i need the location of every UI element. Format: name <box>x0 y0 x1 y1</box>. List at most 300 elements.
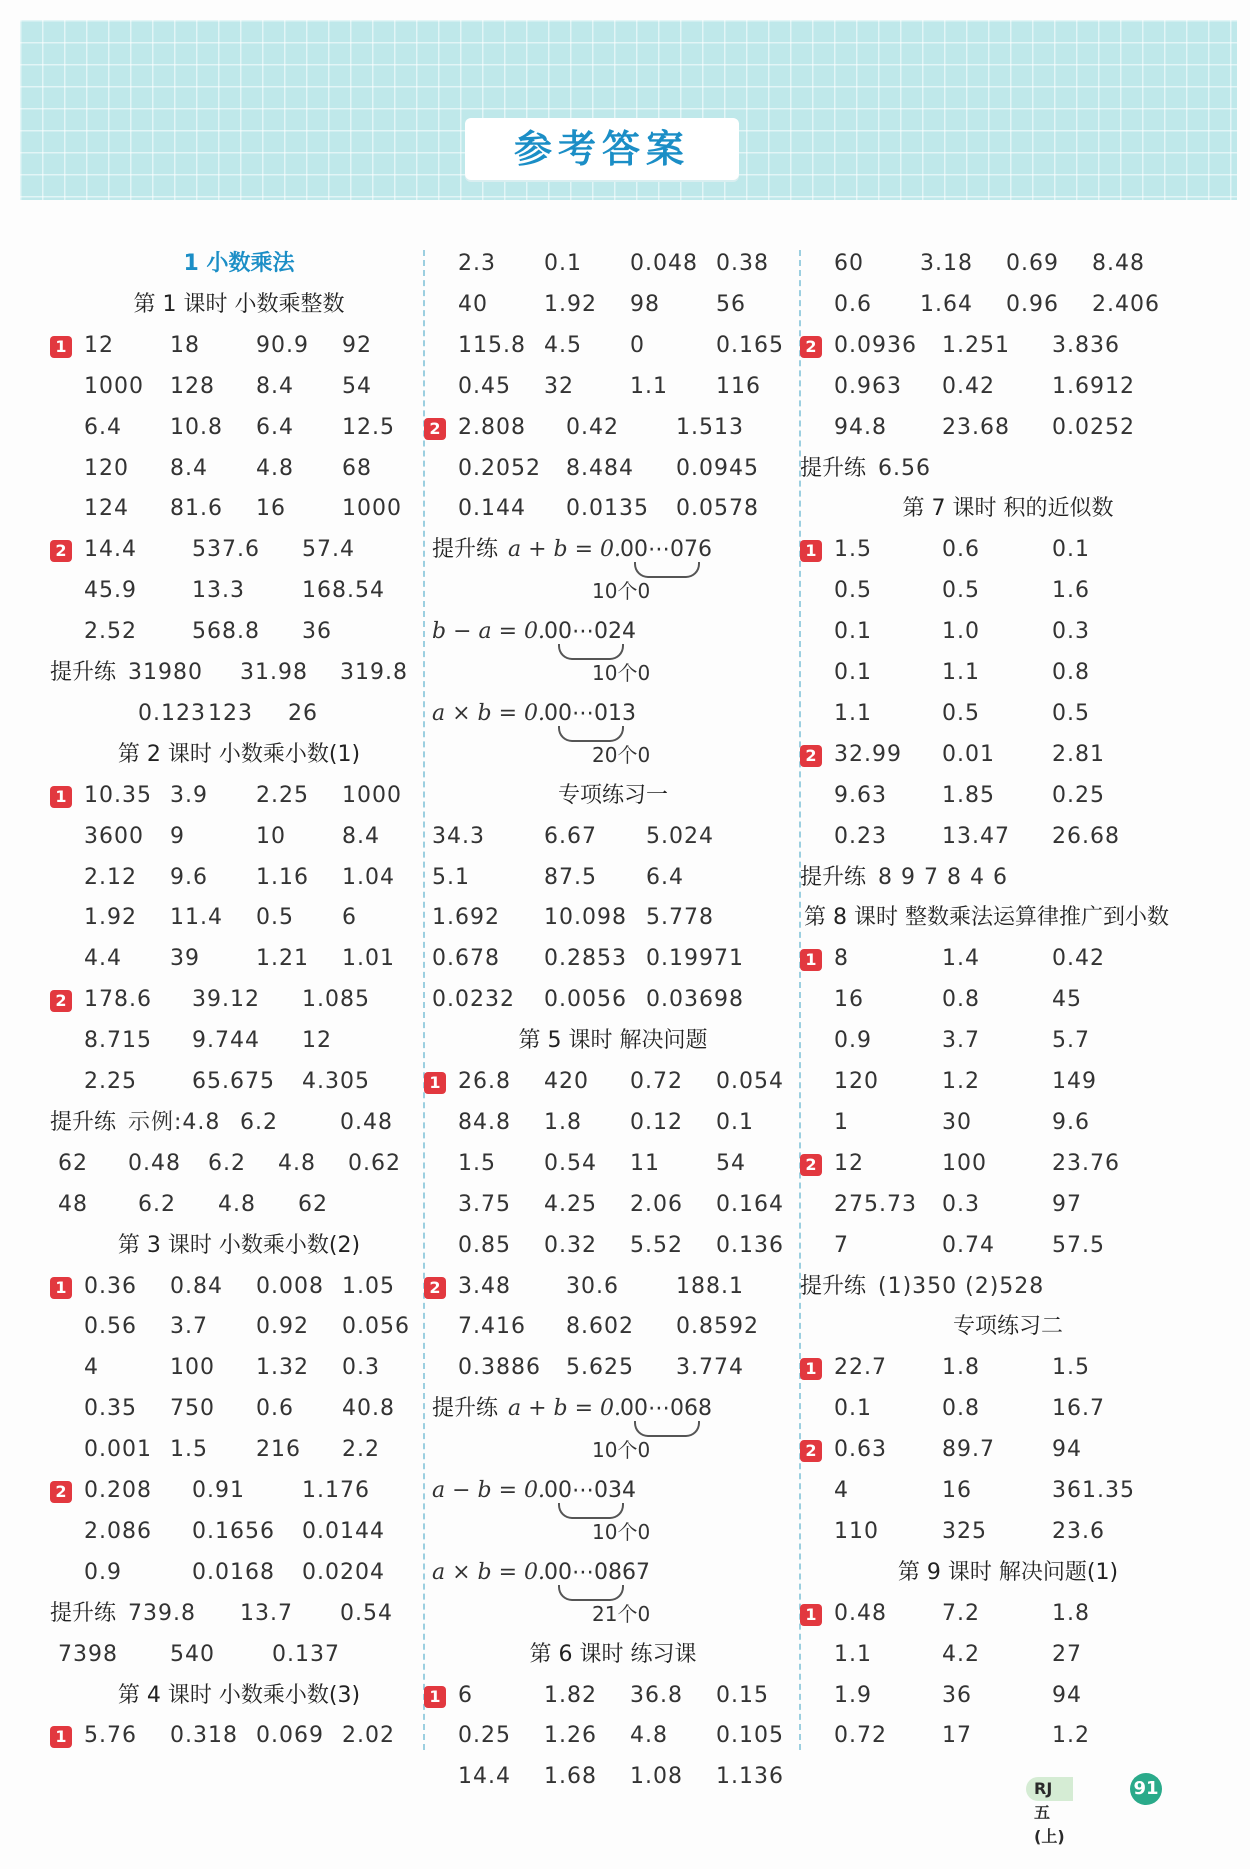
section-heading <box>432 1021 794 1061</box>
answer-value: 178.6 <box>84 987 152 1013</box>
answer-value: 8 <box>834 946 849 972</box>
answer-value: 1.513 <box>676 414 744 440</box>
answer-line <box>432 1389 794 1429</box>
answer-value: 275.73 <box>834 1191 917 1217</box>
section-heading <box>58 735 420 775</box>
answer-line <box>55 776 420 816</box>
answer-value: 62 <box>298 1191 328 1217</box>
answer-value: 0.0232 <box>432 987 515 1013</box>
answer-line <box>432 653 794 693</box>
answer-value: 0.19971 <box>646 946 744 972</box>
answer-value: 1.1 <box>834 700 872 726</box>
answer-line <box>808 653 1208 693</box>
answer-value: 1.1 <box>630 373 668 399</box>
answer-value: 23.76 <box>1052 1150 1120 1176</box>
answer-value: 0.001 <box>84 1437 152 1463</box>
answer-line <box>432 1716 794 1756</box>
answer-value: 0.5 <box>942 578 980 604</box>
answer-value: 1.85 <box>942 782 995 808</box>
answer-value: 8.48 <box>1092 251 1145 276</box>
practice-label: 提升练 <box>800 864 867 890</box>
expression-text: a + b = 0. <box>508 537 622 563</box>
answer-value: 361.35 <box>1052 1478 1135 1503</box>
answer-value: 0.5 <box>1052 700 1090 726</box>
answer-value: 319.8 <box>340 660 408 685</box>
answer-line <box>58 1021 420 1061</box>
answer-value: 0.6 <box>256 1396 294 1422</box>
answer-line <box>808 1512 1208 1552</box>
expression-digits: 00⋯0867 <box>544 1559 650 1585</box>
answer-line <box>800 1267 1208 1307</box>
answer-value: 1.692 <box>432 905 500 931</box>
answer-value: 0.45 <box>458 373 511 399</box>
answer-value: 1.176 <box>302 1478 370 1503</box>
practice-label: 提升练 <box>50 660 117 685</box>
answer-value: 12 <box>84 332 114 358</box>
answer-line <box>432 530 794 570</box>
answer-line <box>432 1226 794 1266</box>
answer-line <box>808 244 1208 284</box>
answer-line <box>808 980 1208 1020</box>
answer-line <box>432 449 794 489</box>
expression-text: a × b = 0. <box>432 1559 546 1585</box>
answer-line <box>58 1553 420 1593</box>
answer-line <box>432 1471 794 1511</box>
answer-value: 7398 <box>58 1641 118 1667</box>
answer-line <box>800 858 1208 898</box>
question-number-badge: 2 <box>800 336 822 358</box>
answer-value: 0.3 <box>342 1355 380 1381</box>
answer-line <box>432 1512 794 1552</box>
answer-line <box>432 980 794 1020</box>
lesson-title: 第 2 课时 小数乘小数(1) <box>117 741 361 767</box>
answer-line <box>432 244 794 284</box>
section-heading <box>58 1676 420 1716</box>
practice-label: 提升练 <box>50 1600 117 1626</box>
answer-value: 6.4 <box>646 864 684 890</box>
answer-value: 7 <box>834 1232 849 1258</box>
answer-value: 0.0144 <box>302 1518 385 1544</box>
answer-line <box>805 530 1208 570</box>
answer-value: 5.52 <box>630 1232 683 1258</box>
answer-value: 3.48 <box>458 1273 511 1299</box>
answer-line <box>58 1348 420 1388</box>
expression-digits: 00⋯076 <box>620 537 712 563</box>
answer-value: 537.6 <box>192 537 260 563</box>
answer-value: 216 <box>256 1437 301 1463</box>
answer-value: 94 <box>1052 1437 1082 1463</box>
answer-value: 2.25 <box>256 782 309 808</box>
answer-value: 8.4 <box>256 373 294 399</box>
answer-value: 1.4 <box>942 946 980 972</box>
answer-value: 420 <box>544 1069 589 1094</box>
answer-value: 36 <box>302 619 332 645</box>
column-divider-1 <box>423 250 425 1750</box>
answer-value: 4.5 <box>544 332 582 358</box>
answer-value: 84.8 <box>458 1109 511 1135</box>
answer-value: 2.3 <box>458 251 496 276</box>
answer-value: 149 <box>1052 1069 1097 1094</box>
answer-value: 0.42 <box>1052 946 1105 972</box>
answer-value: 568.8 <box>192 619 260 645</box>
answer-value: 1.8 <box>1052 1600 1090 1626</box>
answer-value: 2.06 <box>630 1191 683 1217</box>
answer-value: 0.72 <box>834 1723 887 1749</box>
expression-digits: 00⋯034 <box>544 1478 636 1503</box>
answer-value: 0.5 <box>942 700 980 726</box>
answer-value: 1.21 <box>256 946 309 972</box>
answer-line <box>805 735 1208 775</box>
answer-value: 57.5 <box>1052 1232 1105 1258</box>
answer-value: 0.3 <box>1052 619 1090 645</box>
answer-value: 45 <box>1052 987 1082 1013</box>
answer-value: 4.8 <box>278 1150 316 1176</box>
answer-value: 1.0 <box>942 619 980 645</box>
answer-value: 0.048 <box>630 251 698 276</box>
answer-value: 3.836 <box>1052 332 1120 358</box>
answer-value: 6 <box>342 905 357 931</box>
answer-value: 1.01 <box>342 946 395 972</box>
practice-label: 提升练 <box>50 1109 117 1135</box>
answer-value: 3.7 <box>942 1028 980 1054</box>
answer-value: 0.1 <box>834 1396 872 1422</box>
answer-line <box>429 1267 794 1307</box>
expression-digits: 00⋯013 <box>544 700 636 726</box>
answer-value: 39.12 <box>192 987 260 1013</box>
section-heading <box>804 898 1208 938</box>
answer-line <box>432 898 794 938</box>
answer-value: 11 <box>630 1150 660 1176</box>
answer-value: 1.085 <box>302 987 370 1013</box>
answer-value: 0.1 <box>834 619 872 645</box>
answer-value: 0.2052 <box>458 455 541 481</box>
answer-line <box>432 571 794 611</box>
answer-value: 1.5 <box>170 1437 208 1463</box>
answer-value: 26.68 <box>1052 823 1120 849</box>
answer-line <box>55 1267 420 1307</box>
answer-value: 36.8 <box>630 1682 683 1708</box>
answer-value: 0.96 <box>1006 291 1059 317</box>
answer-value: 94 <box>1052 1682 1082 1708</box>
answer-value: 0.32 <box>544 1232 597 1258</box>
answer-value: 36 <box>942 1682 972 1708</box>
answer-value: 27 <box>1052 1641 1082 1667</box>
answer-value: 7.2 <box>942 1600 980 1626</box>
answer-line <box>808 367 1208 407</box>
zero-count-note: 10个0 <box>592 1438 651 1463</box>
answer-value: 10 <box>256 823 286 849</box>
zero-count-note: 20个0 <box>592 742 651 767</box>
answer-value: 8.4 <box>342 823 380 849</box>
answer-value: 1.5 <box>834 537 872 563</box>
answer-line <box>805 1348 1208 1388</box>
answer-value: 0.48 <box>834 1600 887 1626</box>
answer-value: 0.105 <box>716 1723 784 1749</box>
answer-value: 0.84 <box>170 1273 223 1299</box>
answer-value: 120 <box>84 455 129 481</box>
answer-line <box>432 612 794 652</box>
answer-value: 1.04 <box>342 864 395 890</box>
answer-value: 57.4 <box>302 537 355 563</box>
answer-line <box>800 449 1208 489</box>
answer-value: 8.602 <box>566 1314 634 1340</box>
answer-value: 11.4 <box>170 905 223 931</box>
answer-line <box>805 939 1208 979</box>
answer-value: 3.774 <box>676 1355 744 1381</box>
answer-value: 9.63 <box>834 782 887 808</box>
answer-line <box>432 735 794 775</box>
answer-value: 87.5 <box>544 864 597 890</box>
answer-value: 1.64 <box>920 291 973 317</box>
section-heading <box>432 776 794 816</box>
answer-value: 0.25 <box>458 1723 511 1749</box>
question-number-badge: 1 <box>800 1358 822 1380</box>
answer-value: 16 <box>942 1478 972 1503</box>
answer-value: 0.54 <box>340 1600 393 1626</box>
answer-value: 1 <box>834 1109 849 1135</box>
answer-value: 0.136 <box>716 1232 784 1258</box>
answer-value: 1.2 <box>942 1069 980 1094</box>
answer-value: 0.1 <box>834 660 872 685</box>
answer-line <box>432 1348 794 1388</box>
question-number-badge: 1 <box>424 1686 446 1708</box>
answer-value: 3.9 <box>170 782 208 808</box>
answer-value: 12.5 <box>342 414 395 440</box>
answer-value: 0.318 <box>170 1723 238 1749</box>
answer-value: 1.16 <box>256 864 309 890</box>
answer-value: 45.9 <box>84 578 137 604</box>
answer-value: 23.6 <box>1052 1518 1105 1544</box>
lesson-title: 第 4 课时 小数乘小数(3) <box>117 1682 361 1708</box>
lesson-title: 专项练习二 <box>952 1314 1063 1340</box>
answer-line <box>432 285 794 325</box>
answer-value: 0.678 <box>432 946 500 972</box>
answer-value: 0.6 <box>834 291 872 317</box>
answer-value: 0.1 <box>1052 537 1090 563</box>
answer-line <box>808 1103 1208 1143</box>
answer-value: 0.48 <box>128 1150 181 1176</box>
lesson-title: 第 3 课时 小数乘小数(2) <box>117 1232 361 1258</box>
answer-value: 1.6912 <box>1052 373 1135 399</box>
answer-line <box>808 776 1208 816</box>
answer-value: 0.123 <box>138 700 206 726</box>
answer-value: 0.3 <box>942 1191 980 1217</box>
answer-value: 1000 <box>342 496 402 522</box>
answer-value: 1.68 <box>544 1764 597 1790</box>
answer-value: 1.05 <box>342 1273 395 1299</box>
answer-value: 0.056 <box>342 1314 410 1340</box>
question-number-badge: 2 <box>50 540 72 562</box>
answer-value: 31.98 <box>240 660 308 685</box>
answer-value: 0.23 <box>834 823 887 849</box>
answer-value: 2.406 <box>1092 291 1160 317</box>
answer-value: 9.6 <box>170 864 208 890</box>
answer-value: 1.8 <box>544 1109 582 1135</box>
grade-tag: RJ 五(上) <box>1026 1777 1073 1801</box>
answer-value: 12 <box>302 1028 332 1054</box>
answer-value: 0.9 <box>834 1028 872 1054</box>
page-number: 91 <box>1130 1773 1162 1805</box>
section-heading <box>58 285 420 325</box>
answer-value: 8.715 <box>84 1028 152 1054</box>
answer-value: 0.0945 <box>676 455 759 481</box>
answer-value: 81.6 <box>170 496 223 522</box>
answer-value: 325 <box>942 1518 987 1544</box>
answer-value: 0.63 <box>834 1437 887 1463</box>
answer-value: 1.08 <box>630 1764 683 1790</box>
answer-line <box>58 1062 420 1102</box>
answer-value: 0.92 <box>256 1314 309 1340</box>
answer-value: 13.3 <box>192 578 245 604</box>
answer-value: 0.8 <box>942 987 980 1013</box>
zero-count-note: 10个0 <box>592 579 651 604</box>
answer-value: 94.8 <box>834 414 887 440</box>
answer-line <box>58 489 420 529</box>
answer-value: 4.8 <box>256 455 294 481</box>
answer-value: 1000 <box>84 373 144 399</box>
answer-value: 示例:4.8 <box>128 1109 221 1135</box>
answer-line <box>58 817 420 857</box>
answer-value: 0.01 <box>942 741 995 767</box>
answer-value: 0.0936 <box>834 332 917 358</box>
answer-line <box>55 980 420 1020</box>
zero-count-note: 21个0 <box>592 1601 651 1626</box>
practice-label: 提升练 <box>432 537 499 563</box>
answer-line <box>432 939 794 979</box>
answer-line <box>808 285 1208 325</box>
answer-value: 0.8592 <box>676 1314 759 1340</box>
answer-line <box>432 1185 794 1225</box>
answer-value: 4.8 <box>218 1191 256 1217</box>
lesson-title: 第 1 课时 小数乘整数 <box>133 291 345 317</box>
answer-value: 0 <box>630 332 645 358</box>
answer-value: 4 <box>84 1355 99 1381</box>
answer-line <box>432 1144 794 1184</box>
answer-value: 22.7 <box>834 1355 887 1381</box>
answer-line <box>808 1471 1208 1511</box>
lesson-title: 第 6 课时 练习课 <box>529 1641 697 1667</box>
answer-line <box>808 1716 1208 1756</box>
answer-value: 6 <box>458 1682 473 1708</box>
answer-line <box>432 1307 794 1347</box>
answer-value: 1.6 <box>1052 578 1090 604</box>
answer-value: 9.744 <box>192 1028 260 1054</box>
answer-line <box>429 1062 794 1102</box>
answer-value: 2.52 <box>84 619 137 645</box>
answer-value: 9 <box>170 823 185 849</box>
answer-value: 1.5 <box>1052 1355 1090 1381</box>
answer-value: 48 <box>58 1191 88 1217</box>
answer-value: 0.054 <box>716 1069 784 1094</box>
answer-line <box>432 1553 794 1593</box>
answer-value: 54 <box>342 373 372 399</box>
section-heading <box>58 1226 420 1266</box>
answer-value: 0.0168 <box>192 1559 275 1585</box>
question-number-badge: 1 <box>50 1726 72 1748</box>
section-heading <box>58 244 420 284</box>
lesson-title: 第 5 课时 解决问题 <box>518 1028 708 1054</box>
answer-value: 100 <box>170 1355 215 1381</box>
question-number-badge: 2 <box>800 1440 822 1462</box>
answer-value: 31980 <box>128 660 203 685</box>
question-number-badge: 2 <box>424 1277 446 1299</box>
answer-line <box>432 326 794 366</box>
answer-value: 120 <box>834 1069 879 1094</box>
answer-value: 739.8 <box>128 1600 196 1626</box>
lesson-title: 专项练习一 <box>557 782 668 808</box>
answer-value: 89.7 <box>942 1437 995 1463</box>
answer-value: 0.0252 <box>1052 414 1135 440</box>
answer-value: 65.675 <box>192 1069 275 1094</box>
answer-value: 14.4 <box>84 537 137 563</box>
answer-value: 128 <box>170 373 215 399</box>
answer-line <box>58 1185 420 1225</box>
answer-value: 16.7 <box>1052 1396 1105 1422</box>
answer-line <box>808 1635 1208 1675</box>
answer-value: 6.56 <box>878 455 931 481</box>
answer-value: 1.8 <box>942 1355 980 1381</box>
answer-value: 0.963 <box>834 373 902 399</box>
answer-value: 32.99 <box>834 741 902 767</box>
answer-value: 34.3 <box>432 823 485 849</box>
answer-value: 16 <box>834 987 864 1013</box>
answer-line <box>808 1021 1208 1061</box>
answer-value: 10.098 <box>544 905 627 931</box>
answer-value: 0.48 <box>340 1109 393 1135</box>
zero-count-note: 10个0 <box>592 661 651 685</box>
answer-value: 5.76 <box>84 1723 137 1749</box>
answer-line <box>808 1062 1208 1102</box>
question-number-badge: 1 <box>800 949 822 971</box>
answer-value: 115.8 <box>458 332 526 358</box>
answer-value: 0.85 <box>458 1232 511 1258</box>
section-heading <box>808 1307 1208 1347</box>
answer-value: 0.15 <box>716 1682 769 1708</box>
answer-value: 10.35 <box>84 782 152 808</box>
answer-value: 0.36 <box>84 1273 137 1299</box>
answer-line <box>58 1512 420 1552</box>
answer-value: 10.8 <box>170 414 223 440</box>
answer-value: 0.2853 <box>544 946 627 972</box>
answer-value: 8 9 7 8 4 6 <box>878 864 1008 890</box>
answer-line <box>429 408 794 448</box>
answer-line <box>805 1144 1208 1184</box>
expression-digits: 00⋯024 <box>544 619 636 645</box>
answer-value: 0.62 <box>348 1150 401 1176</box>
answer-line <box>58 898 420 938</box>
answer-value: 92 <box>342 332 372 358</box>
answer-value: 0.208 <box>84 1478 152 1503</box>
answer-value: 4.4 <box>84 946 122 972</box>
answer-value: 26.8 <box>458 1069 511 1094</box>
lesson-title: 第 8 课时 整数乘法运算律推广到小数 <box>804 905 1169 931</box>
answer-value: 0.8 <box>942 1396 980 1422</box>
expression-text: b − a = 0. <box>432 619 546 645</box>
answer-line <box>808 1389 1208 1429</box>
answer-value: 750 <box>170 1396 215 1422</box>
answer-value: 4.2 <box>942 1641 980 1667</box>
answer-value: 0.5 <box>834 578 872 604</box>
answer-value: 17 <box>942 1723 972 1749</box>
question-number-badge: 1 <box>50 1277 72 1299</box>
answer-value: 2.808 <box>458 414 526 440</box>
answer-value: 6.2 <box>240 1109 278 1135</box>
answer-value: 110 <box>834 1518 879 1544</box>
answer-value: 1.92 <box>544 291 597 317</box>
answer-value: 0.1 <box>716 1109 754 1135</box>
answer-value: 0.0204 <box>302 1559 385 1585</box>
answer-value: 8.4 <box>170 455 208 481</box>
